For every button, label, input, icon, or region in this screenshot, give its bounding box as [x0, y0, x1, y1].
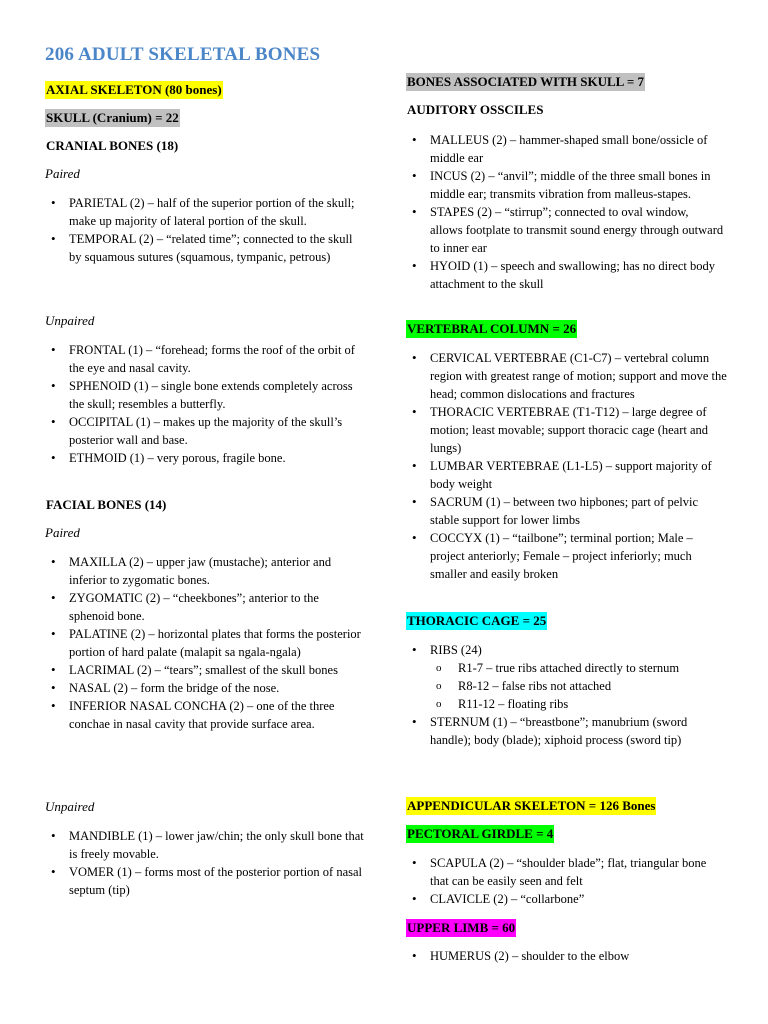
- upper-limb-heading: UPPER LIMB = 60: [407, 920, 516, 935]
- list-item: • CLAVICLE (2) – “collarbone”: [406, 890, 724, 908]
- auditory-list: [406, 131, 724, 293]
- auditory-heading: AUDITORY OSSCILES: [407, 102, 544, 117]
- facial-unpaired-label: Unpaired: [45, 799, 95, 814]
- list-item: • STERNUM (1) – “breastbone”; manubrium (sword handle); body (blade); xiphoid process (sword tip): [406, 713, 724, 749]
- list-item: • COCCYX (1) – “tailbone”; terminal portion; Male – project anteriorly; Female – project inferiorly; much smaller and easily broken: [406, 529, 728, 583]
- vertebral-column-heading: VERTEBRAL COLUMN = 26: [407, 321, 577, 336]
- list-item: • HYOID (1) – speech and swallowing; has no direct body attachment to the skull: [406, 257, 724, 293]
- cranial-unpaired-label: Unpaired: [45, 313, 95, 328]
- cranial-bones-heading: CRANIAL BONES (18): [46, 138, 179, 153]
- thoracic-cage-heading: THORACIC CAGE = 25: [407, 613, 547, 628]
- cranial-unpaired-list: [45, 341, 367, 467]
- page-title: 206 ADULT SKELETAL BONES: [45, 44, 321, 65]
- list-item: • MANDIBLE (1) – lower jaw/chin; the only skull bone that is freely movable.: [45, 827, 367, 863]
- list-item: • SPHENOID (1) – single bone extends completely across the skull; resembles a butterfly.: [45, 377, 367, 413]
- list-item: • LUMBAR VERTEBRAE (L1-L5) – support majority of body weight: [406, 457, 728, 493]
- sub-list-item: o R1-7 – true ribs attached directly to sternum: [430, 659, 724, 677]
- sub-list-item: o R11-12 – floating ribs: [430, 695, 724, 713]
- cranial-paired-label: Paired: [45, 166, 80, 181]
- list-item: • CERVICAL VERTEBRAE (C1-C7) – vertebral column region with greatest range of motion; support and move the head; common dislocations and fractures: [406, 349, 728, 403]
- list-item: • MAXILLA (2) – upper jaw (mustache); anterior and inferior to zygomatic bones.: [45, 553, 367, 589]
- list-item: • HUMERUS (2) – shoulder to the elbow: [406, 947, 724, 965]
- cranial-paired-list: [45, 194, 367, 266]
- list-item: • STAPES (2) – “stirrup”; connected to oval window, allows footplate to transmit sound energy through outward to inner ear: [406, 203, 724, 257]
- assoc-skull-heading: BONES ASSOCIATED WITH SKULL = 7: [407, 74, 645, 89]
- ribs-sublist: [430, 659, 724, 713]
- list-item: • VOMER (1) – forms most of the posterior portion of nasal septum (tip): [45, 863, 367, 899]
- list-item: • INCUS (2) – “anvil”; middle of the three small bones in middle ear; transmits vibration from malleus-stapes.: [406, 167, 724, 203]
- list-item: • THORACIC VERTEBRAE (T1-T12) – large degree of motion; least movable; support thoracic cage (heart and lungs): [406, 403, 728, 457]
- upper-limb-list: [406, 947, 724, 965]
- facial-paired-label: Paired: [45, 525, 80, 540]
- facial-unpaired-list: [45, 827, 367, 899]
- pectoral-list: [406, 854, 724, 908]
- list-item: • TEMPORAL (2) – “related time”; connected to the skull by squamous sutures (squamous, tympanic, petrous): [45, 230, 367, 266]
- list-item: [406, 641, 724, 713]
- facial-paired-list: [45, 553, 367, 733]
- list-item: • ETHMOID (1) – very porous, fragile bone.: [45, 449, 367, 467]
- list-item: • ZYGOMATIC (2) – “cheekbones”; anterior to the sphenoid bone.: [45, 589, 367, 625]
- list-item: • OCCIPITAL (1) – makes up the majority of the skull’s posterior wall and base.: [45, 413, 367, 449]
- skull-heading: SKULL (Cranium) = 22: [46, 110, 179, 125]
- vertebral-list: [406, 349, 728, 583]
- thoracic-list: [406, 641, 724, 749]
- list-item: • MALLEUS (2) – hammer-shaped small bone/ossicle of middle ear: [406, 131, 724, 167]
- list-item: • SCAPULA (2) – “shoulder blade”; flat, triangular bone that can be easily seen and felt: [406, 854, 724, 890]
- list-item: • PARIETAL (2) – half of the superior portion of the skull; make up majority of lateral portion of the skull.: [45, 194, 367, 230]
- facial-bones-heading: FACIAL BONES (14): [46, 497, 167, 512]
- list-item: • PALATINE (2) – horizontal plates that forms the posterior portion of hard palate (malapit sa ngala-ngala): [45, 625, 367, 661]
- pectoral-girdle-heading: PECTORAL GIRDLE = 4: [407, 826, 554, 841]
- sub-list-item: o R8-12 – false ribs not attached: [430, 677, 724, 695]
- axial-skeleton-heading: AXIAL SKELETON (80 bones): [46, 82, 222, 97]
- list-item: • SACRUM (1) – between two hipbones; part of pelvic stable support for lower limbs: [406, 493, 728, 529]
- list-item: • NASAL (2) – form the bridge of the nose.: [45, 679, 367, 697]
- ribs-label: RIBS (24): [430, 643, 482, 657]
- list-item: • FRONTAL (1) – “forehead; forms the roof of the orbit of the eye and nasal cavity.: [45, 341, 367, 377]
- appendicular-heading: APPENDICULAR SKELETON = 126 Bones: [407, 798, 656, 813]
- list-item: • INFERIOR NASAL CONCHA (2) – one of the three conchae in nasal cavity that provide surface area.: [45, 697, 367, 733]
- list-item: • LACRIMAL (2) – “tears”; smallest of the skull bones: [45, 661, 367, 679]
